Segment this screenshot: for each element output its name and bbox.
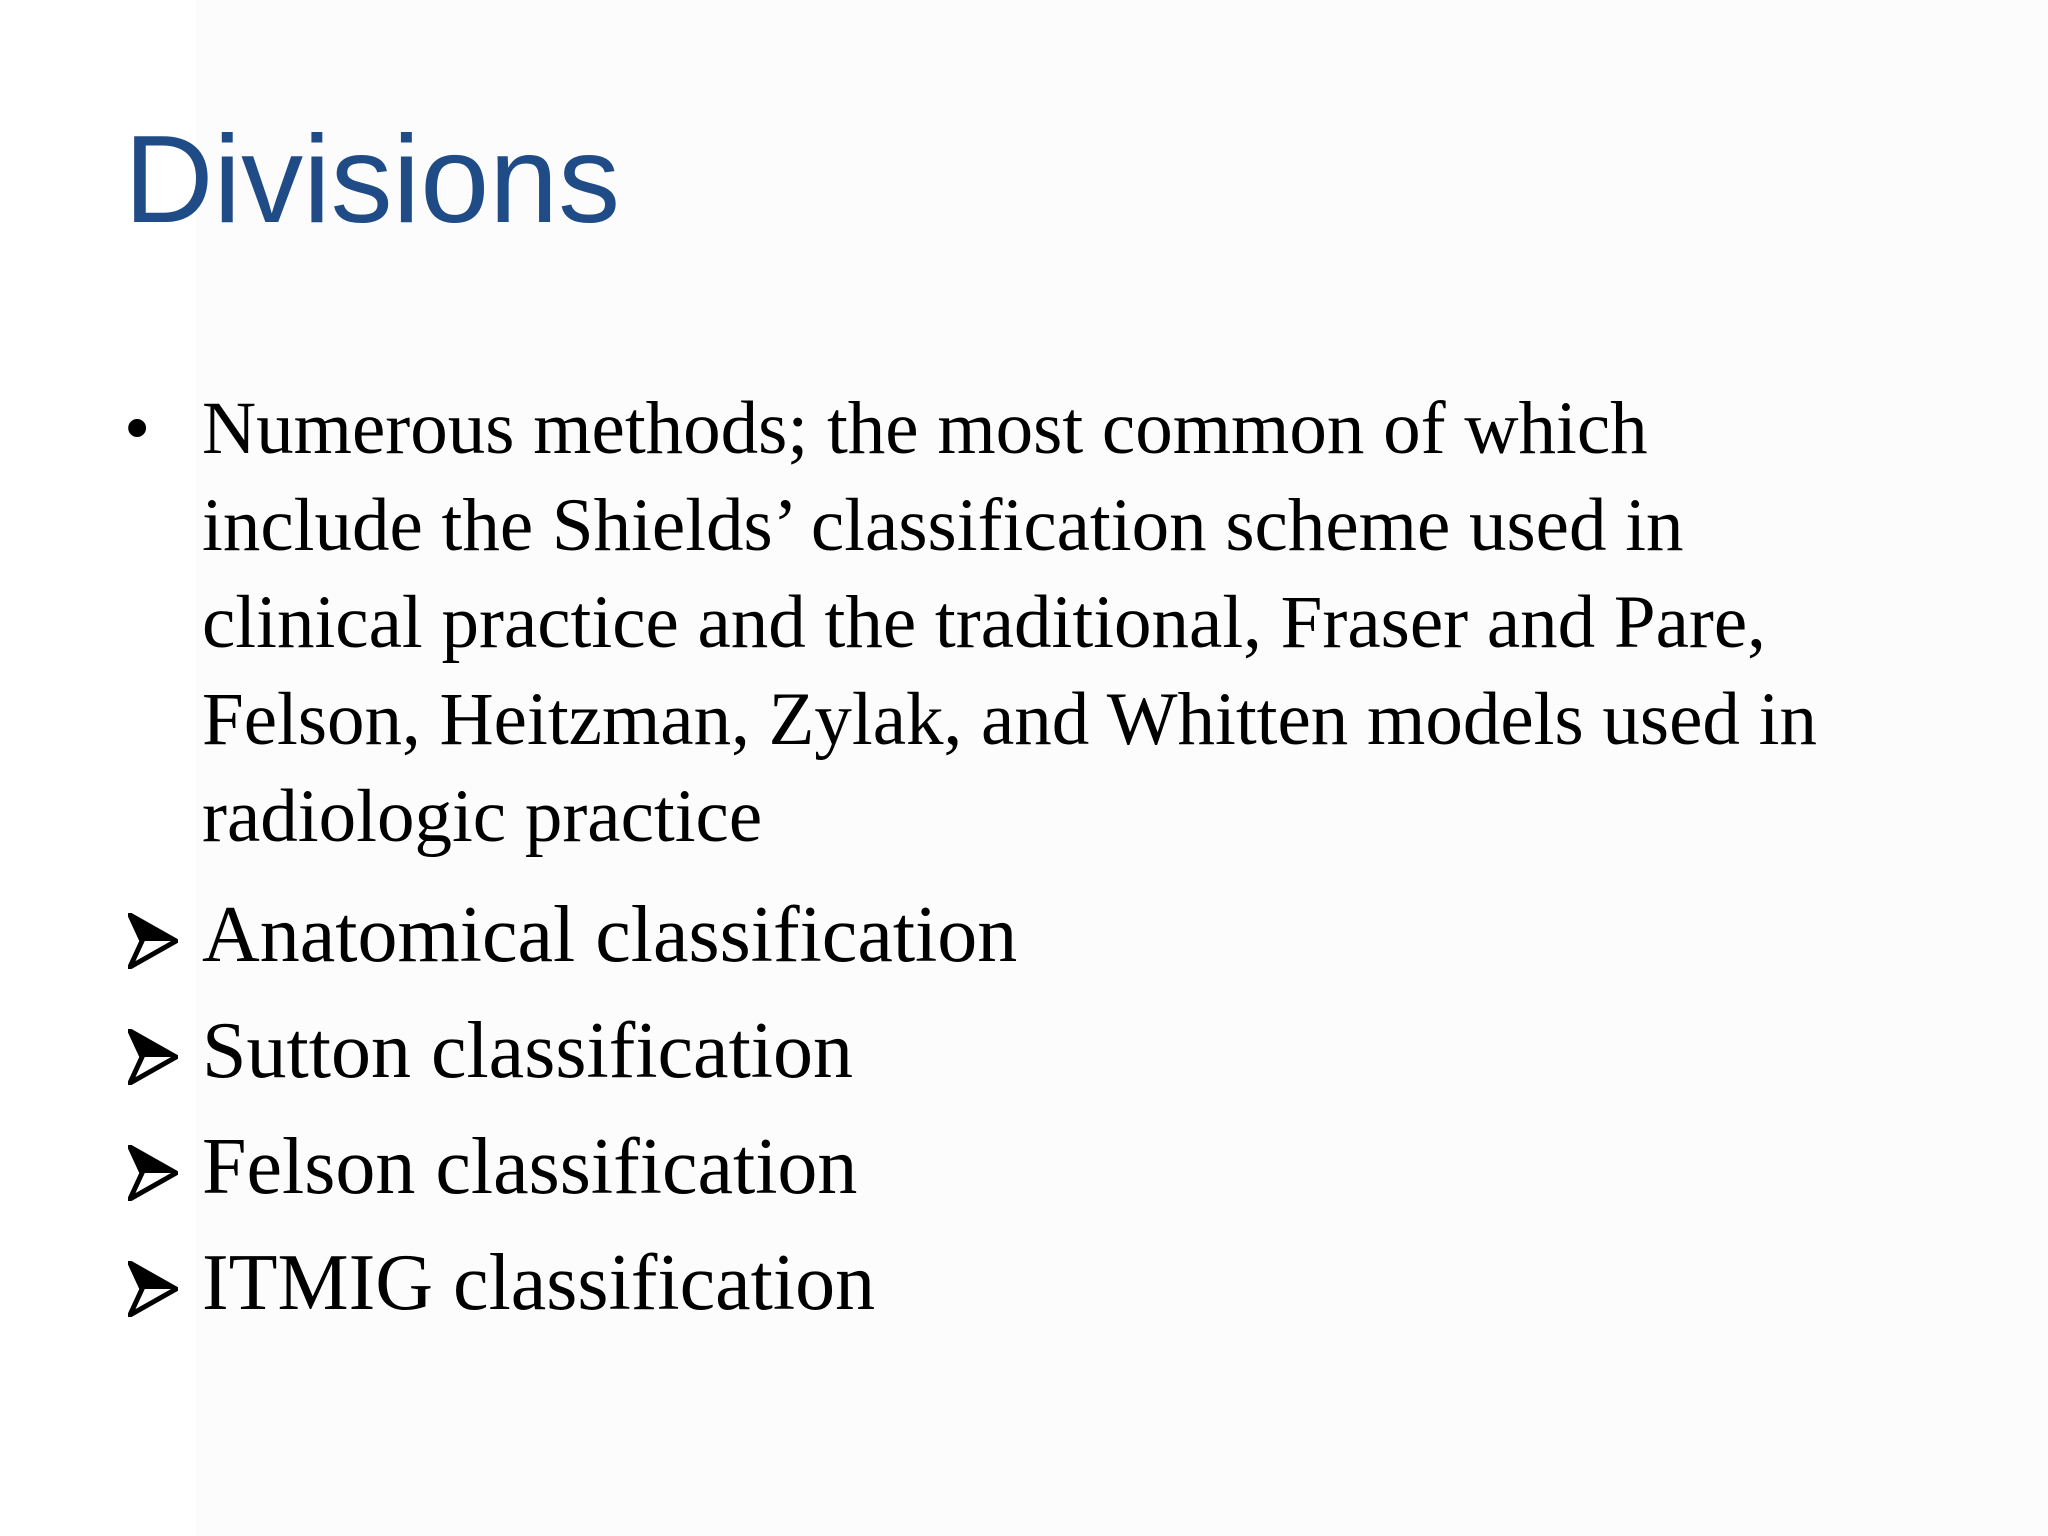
sub-item-anatomical (124, 877, 2004, 993)
sub-item-label: Sutton classification (202, 1007, 854, 1095)
sub-item-felson (124, 1109, 2004, 1225)
bullet-line: clinical practice and the traditional, Fraser and Pare, (202, 581, 1766, 664)
arrowhead-bullet-icon (128, 1261, 178, 1317)
bullet-line: Felson, Heitzman, Zylak, and Whitten models used in (202, 678, 1817, 761)
arrowhead-bullet-icon (128, 913, 178, 969)
sub-item-sutton (124, 993, 2004, 1109)
slide-body (124, 380, 2004, 1341)
bullet-marker: • (124, 387, 151, 470)
sub-item-label: ITMIG classification (202, 1239, 876, 1327)
slide-title: Divisions (124, 111, 621, 249)
sub-item-label: Felson classification (202, 1123, 858, 1211)
arrowhead-bullet-icon (128, 1029, 178, 1085)
arrowhead-bullet-icon (128, 1145, 178, 1201)
bullet-line: Numerous methods; the most common of which (202, 387, 1648, 470)
sub-item-label: Anatomical classification (202, 891, 1018, 979)
bullet-line: include the Shields’ classification scheme used in (202, 484, 1684, 567)
sub-item-itmig (124, 1225, 2004, 1341)
main-bullet (124, 380, 2004, 865)
bullet-line: radiologic practice (202, 775, 763, 858)
